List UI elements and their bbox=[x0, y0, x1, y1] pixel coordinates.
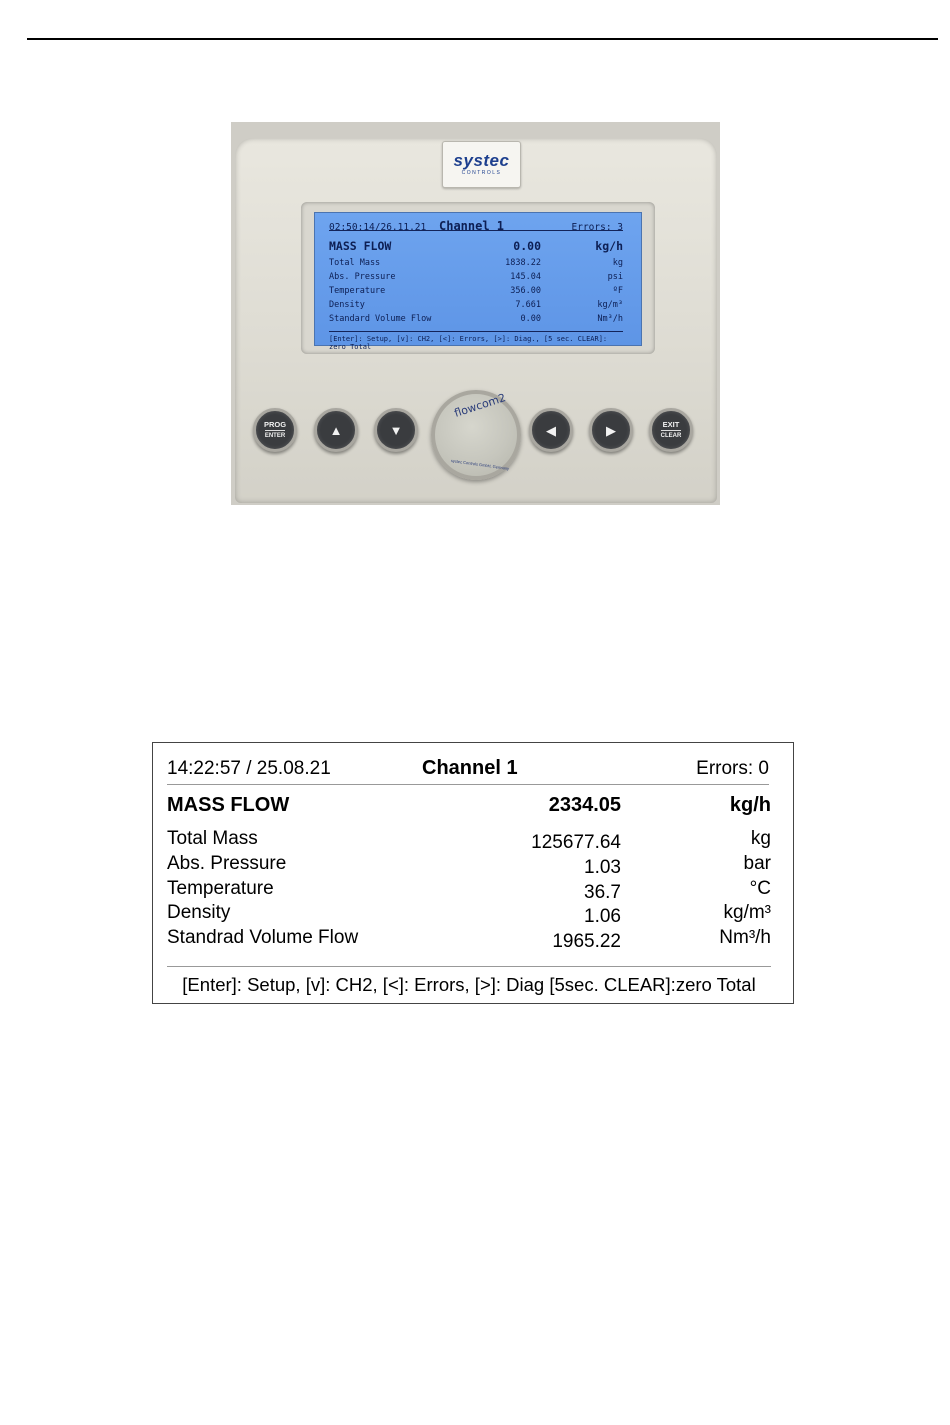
lcd-row-unit: Nm³/h bbox=[597, 314, 623, 324]
lcd-row-label: Temperature bbox=[329, 286, 386, 296]
reading-value: 1965.22 bbox=[552, 931, 621, 952]
device-photo bbox=[231, 122, 720, 505]
reading-label: Standrad Volume Flow bbox=[167, 927, 359, 948]
lcd-row-value: 0.00 bbox=[520, 314, 541, 324]
prog-enter-button[interactable] bbox=[253, 408, 297, 452]
lcd-row-value: 356.00 bbox=[510, 286, 541, 296]
lcd-channel: Channel 1 bbox=[439, 219, 505, 233]
reading-unit: bar bbox=[743, 853, 771, 874]
brand-name: systec bbox=[453, 151, 510, 170]
lcd-main-reading bbox=[329, 239, 623, 253]
display-main-reading bbox=[167, 794, 771, 822]
brand-logo bbox=[442, 141, 521, 188]
reading-label: Temperature bbox=[167, 878, 274, 899]
lcd-errors: Errors: 3 bbox=[571, 222, 623, 233]
lcd-row-label: Abs. Pressure bbox=[329, 272, 396, 282]
reading-label: Density bbox=[167, 902, 231, 923]
display-footer-text: [Enter]: Setup, [v]: CH2, [<]: Errors, [>]: Diag [5sec. CLEAR]:zero Total bbox=[182, 974, 756, 995]
reading-row bbox=[167, 878, 771, 902]
main-reading-label: MASS FLOW bbox=[167, 794, 290, 816]
reading-value: 1.03 bbox=[584, 857, 621, 878]
display-diagram bbox=[152, 742, 794, 1004]
right-arrow-button[interactable] bbox=[589, 408, 633, 452]
right-arrow-icon: ▶ bbox=[606, 422, 616, 438]
up-arrow-icon: ▲ bbox=[329, 422, 343, 438]
reading-value: 36.7 bbox=[584, 882, 621, 903]
exit-clear-button[interactable] bbox=[649, 408, 693, 452]
reading-label: Abs. Pressure bbox=[167, 853, 287, 874]
lcd-header bbox=[329, 219, 623, 231]
lcd-row-unit: kg/m³ bbox=[597, 300, 623, 310]
lcd-main-unit: kg/h bbox=[595, 239, 623, 253]
display-header bbox=[167, 755, 769, 785]
clear-label: CLEAR bbox=[660, 433, 682, 439]
lcd-row bbox=[329, 286, 623, 299]
prog-label: PROG bbox=[263, 420, 287, 429]
left-arrow-button[interactable] bbox=[529, 408, 573, 452]
main-reading-value: 2334.05 bbox=[548, 794, 621, 816]
enter-label: ENTER bbox=[264, 433, 286, 439]
display-channel: Channel 1 bbox=[422, 757, 518, 779]
reading-unit: kg/m³ bbox=[723, 902, 771, 923]
reading-value: 1.06 bbox=[584, 906, 621, 927]
lcd-row-value: 145.04 bbox=[510, 272, 541, 282]
lcd-row-unit: ºF bbox=[612, 286, 623, 296]
lcd-row-label: Total Mass bbox=[329, 258, 381, 268]
down-arrow-button[interactable] bbox=[374, 408, 418, 452]
lcd-row-unit: psi bbox=[607, 272, 623, 282]
lcd-row-value: 1838.22 bbox=[505, 258, 541, 268]
lcd-bezel bbox=[301, 202, 655, 354]
reading-row bbox=[167, 853, 771, 877]
key-divider bbox=[661, 430, 681, 431]
lcd-footer-text: [Enter]: Setup, [v]: CH2, [<]: Errors, [>]: Diag., [5 sec. CLEAR]: zero Total bbox=[329, 335, 608, 351]
reading-unit: Nm³/h bbox=[719, 927, 771, 948]
key-divider bbox=[265, 430, 285, 431]
down-arrow-icon: ▼ bbox=[389, 422, 403, 438]
lcd-row bbox=[329, 314, 623, 327]
reading-unit: °C bbox=[749, 878, 771, 899]
dial-sublabel: systec Controls GmbH, Germany bbox=[450, 457, 510, 472]
reading-row bbox=[167, 927, 771, 951]
reading-row bbox=[167, 902, 771, 926]
display-datetime: 14:22:57 / 25.08.21 bbox=[167, 758, 331, 779]
header-rule bbox=[27, 38, 938, 40]
lcd-row-label: Density bbox=[329, 300, 365, 310]
brand-subtitle: CONTROLS bbox=[461, 170, 502, 176]
display-footer bbox=[167, 966, 771, 1002]
lcd-row bbox=[329, 258, 623, 271]
lcd-datetime: 02:50:14/26.11.21 bbox=[329, 222, 427, 233]
reading-label: Total Mass bbox=[167, 828, 258, 849]
left-arrow-icon: ◀ bbox=[546, 422, 556, 438]
lcd-main-label: MASS FLOW bbox=[329, 239, 392, 253]
lcd-row bbox=[329, 300, 623, 313]
lcd-row-label: Standard Volume Flow bbox=[329, 314, 432, 324]
keypad bbox=[231, 392, 720, 492]
lcd-screen bbox=[314, 212, 642, 351]
reading-row bbox=[167, 828, 771, 852]
display-errors: Errors: 0 bbox=[696, 758, 769, 779]
dial-label: flowcom2 bbox=[452, 391, 508, 420]
lcd-row-value: 7.661 bbox=[515, 300, 541, 310]
up-arrow-button[interactable] bbox=[314, 408, 358, 452]
main-reading-unit: kg/h bbox=[729, 794, 771, 816]
reading-unit: kg bbox=[750, 828, 771, 849]
lcd-footer bbox=[329, 331, 623, 351]
flowcom2-dial bbox=[431, 390, 521, 480]
exit-label: EXIT bbox=[662, 420, 680, 429]
lcd-main-value: 0.00 bbox=[513, 239, 541, 253]
lcd-row-unit: kg bbox=[612, 258, 623, 268]
reading-value: 125677.64 bbox=[531, 832, 621, 853]
lcd-row bbox=[329, 272, 623, 285]
